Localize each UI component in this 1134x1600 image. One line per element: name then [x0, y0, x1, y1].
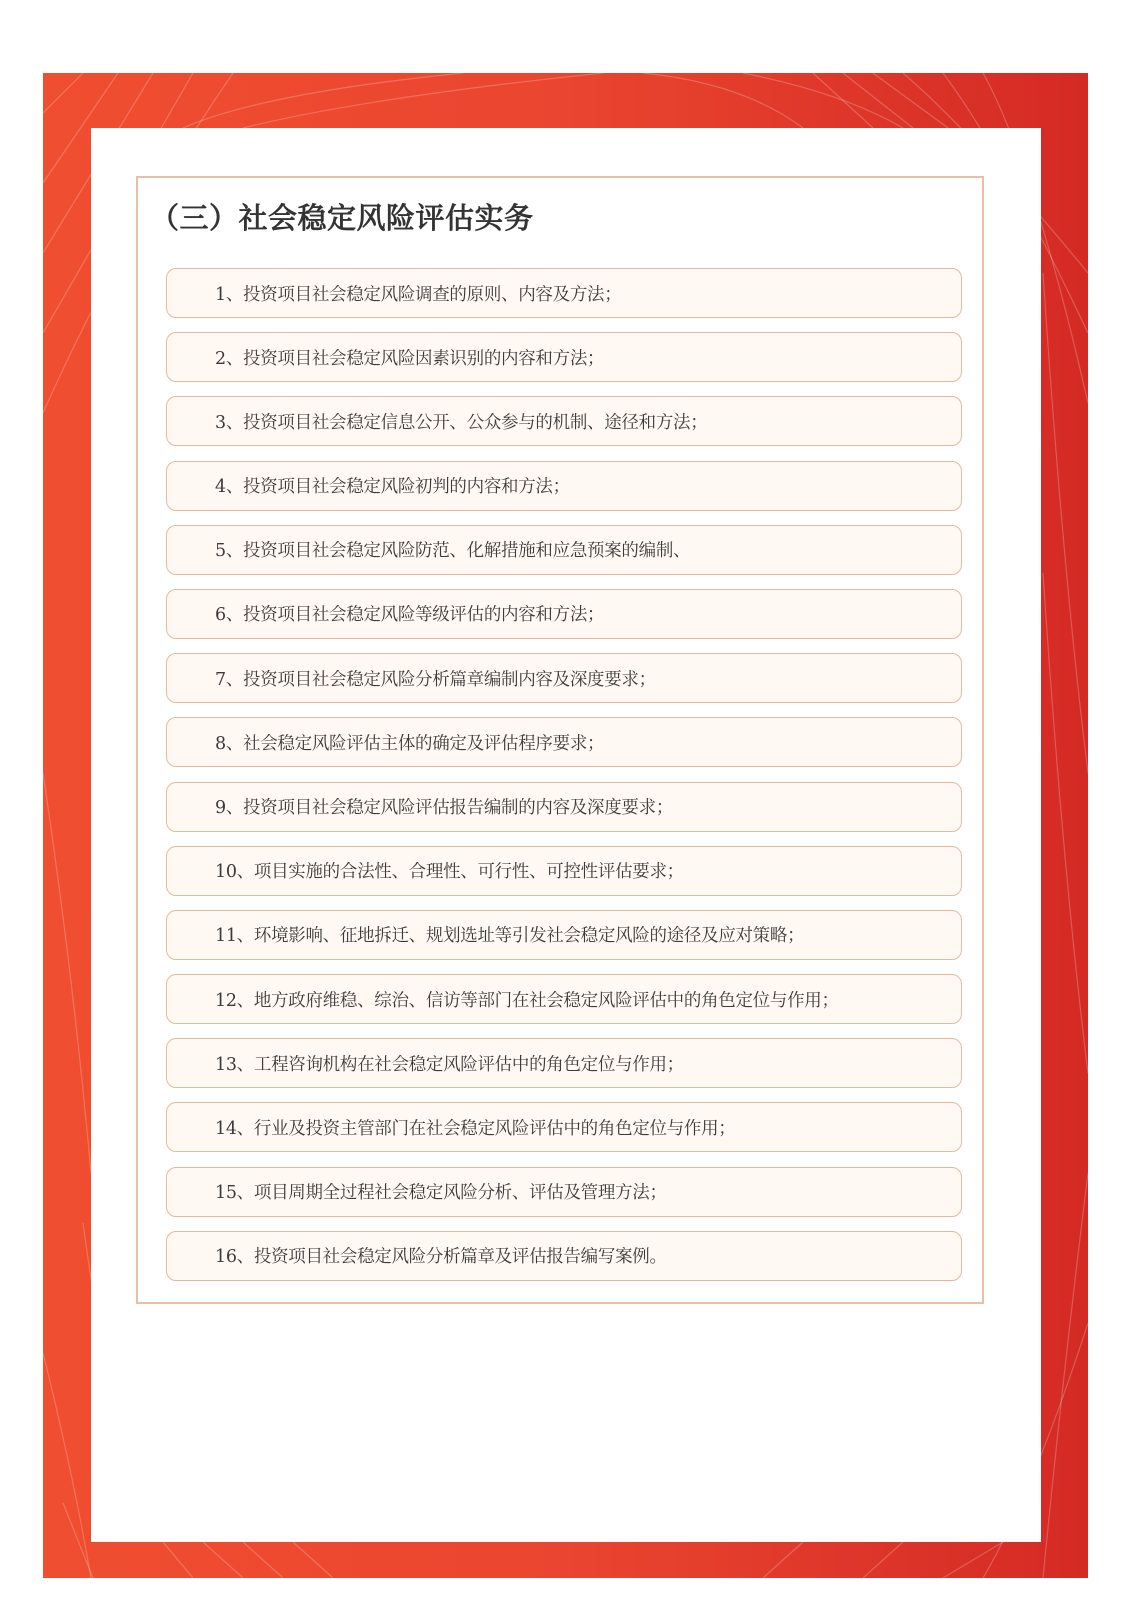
- list-item: 10、项目实施的合法性、合理性、可行性、可控性评估要求；: [166, 846, 962, 896]
- list-item: 3、投资项目社会稳定信息公开、公众参与的机制、途径和方法；: [166, 396, 962, 446]
- list-item: 12、地方政府维稳、综治、信访等部门在社会稳定风险评估中的角色定位与作用；: [166, 974, 962, 1024]
- list-item: 2、投资项目社会稳定风险因素识别的内容和方法；: [166, 332, 962, 382]
- list-item: 15、项目周期全过程社会稳定风险分析、评估及管理方法；: [166, 1167, 962, 1217]
- list-item: 16、投资项目社会稳定风险分析篇章及评估报告编写案例。: [166, 1231, 962, 1281]
- list-item: 7、投资项目社会稳定风险分析篇章编制内容及深度要求；: [166, 653, 962, 703]
- list-item: 5、投资项目社会稳定风险防范、化解措施和应急预案的编制、: [166, 525, 962, 575]
- list-item: 11、环境影响、征地拆迁、规划选址等引发社会稳定风险的途径及应对策略；: [166, 910, 962, 960]
- list-item: 6、投资项目社会稳定风险等级评估的内容和方法；: [166, 589, 962, 639]
- list-item: 9、投资项目社会稳定风险评估报告编制的内容及深度要求；: [166, 782, 962, 832]
- list-item: 1、投资项目社会稳定风险调查的原则、内容及方法；: [166, 268, 962, 318]
- list-item: 14、行业及投资主管部门在社会稳定风险评估中的角色定位与作用；: [166, 1102, 962, 1152]
- section-title: （三）社会稳定风险评估实务: [150, 201, 534, 235]
- list-item: 4、投资项目社会稳定风险初判的内容和方法；: [166, 461, 962, 511]
- list-item: 13、工程咨询机构在社会稳定风险评估中的角色定位与作用；: [166, 1038, 962, 1088]
- list-item: 8、社会稳定风险评估主体的确定及评估程序要求；: [166, 717, 962, 767]
- topic-list: [166, 268, 962, 1295]
